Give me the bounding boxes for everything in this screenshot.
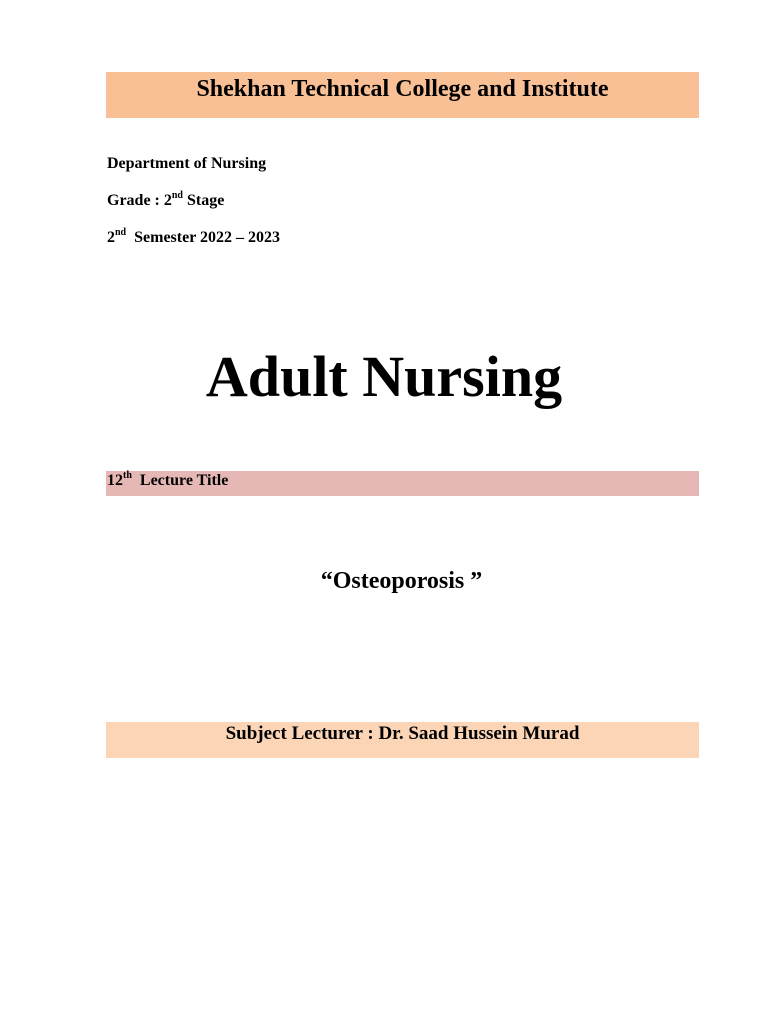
grade-prefix: Grade : 2 xyxy=(107,192,172,209)
semester-ordinal-suffix: nd xyxy=(115,227,127,238)
institution-header-band xyxy=(106,72,699,118)
lecture-title-band xyxy=(106,471,699,496)
semester-text: Semester 2022 – 2023 xyxy=(126,229,281,246)
semester-number: 2 xyxy=(107,229,115,246)
lecturer-band xyxy=(106,722,699,758)
department-line xyxy=(107,155,266,173)
lecture-label: Lecture Title xyxy=(131,472,229,489)
lecture-topic: “Osteoporosis ” xyxy=(320,568,483,594)
lecture-number: 12 xyxy=(107,472,123,489)
course-title: Adult Nursing xyxy=(205,344,563,409)
grade-ordinal-suffix: nd xyxy=(171,190,183,201)
lecture-ordinal-suffix: th xyxy=(123,470,132,481)
semester-line xyxy=(107,229,280,247)
department-name: Department of Nursing xyxy=(107,155,267,172)
lecturer-name: Subject Lecturer : Dr. Saad Hussein Murad xyxy=(225,723,580,744)
grade-suffix: Stage xyxy=(183,192,225,209)
institution-name: Shekhan Technical College and Institute xyxy=(196,76,609,102)
grade-line xyxy=(107,192,224,210)
